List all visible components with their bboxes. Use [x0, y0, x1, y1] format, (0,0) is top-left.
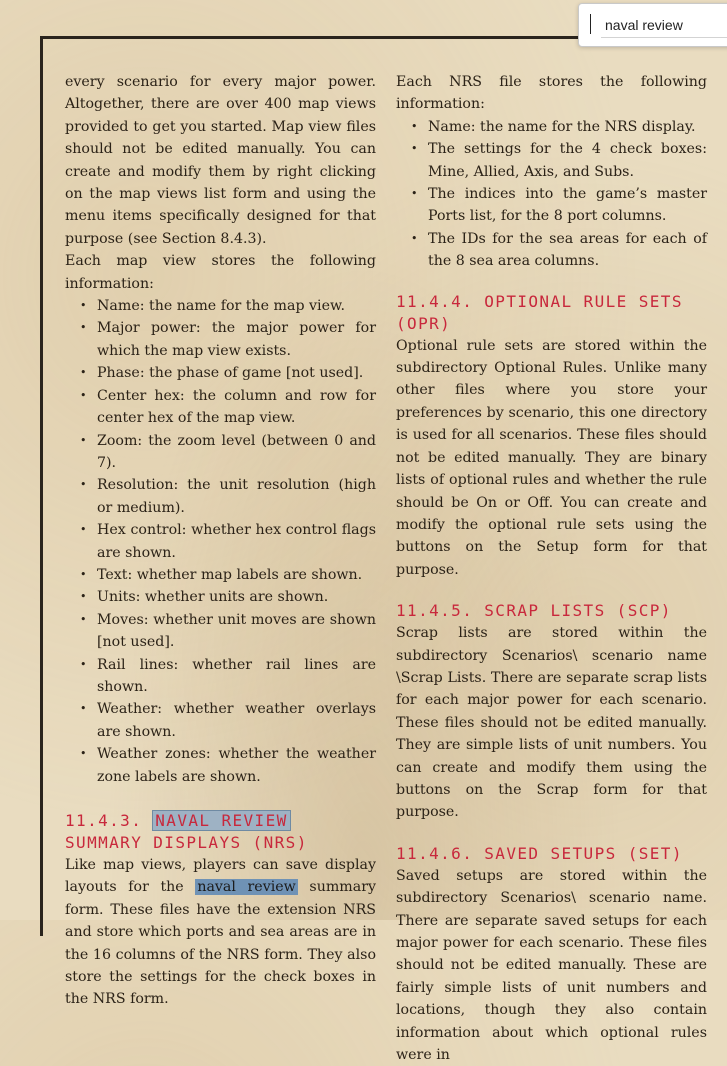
list-item: • Phase: the phase of game [not used].	[65, 362, 376, 384]
scp-paragraph: Scrap lists are stored within the subdirectory Scenarios\ scenario name \Scrap Lists. There are separate scrap lists for each major power for each scenario. These files should not be edited manually. They are simple lists of unit numbers. You can create and modify them using the buttons on the Scrap form for that purpose.	[396, 625, 707, 821]
text-run: Like map views, players can save display layouts for the	[65, 857, 376, 896]
list-item: • Units: whether units are shown.	[65, 586, 376, 608]
section-heading-opr: 11.4.4. OPTIONAL RULE SETS (OPR)	[396, 291, 683, 333]
list-item: • Weather: whether weather overlays are shown.	[65, 698, 376, 743]
search-match-current: naval review	[197, 879, 296, 896]
list-item: • Name: the name for the NRS display.	[396, 116, 707, 138]
opr-paragraph: Optional rule sets are stored within the subdirectory Optional Rules. Unlike many other files where you store your preferences by scenario, this one directory is used for all scenarios. These files should not be edited manually. They are binary lists of optional rules and whether the rule should be On or Off. You can create and modify the optional rule sets using the buttons on the Setup form for that purpose.	[396, 337, 707, 578]
set-paragraph: Saved setups are stored within the subdirectory Scenarios\ scenario name. There are separate saved setups for each major power for each scenario. These files should not be edited manually. These are fairly simple lists of unit numbers and locations, though they also contain information about which optional rules were in	[396, 867, 707, 1064]
map-view-fields-list	[65, 295, 376, 788]
find-in-page-box	[578, 3, 727, 47]
section-heading-set: 11.4.6. SAVED SETUPS (SET)	[396, 843, 683, 863]
map-views-paragraph: every scenario for every major power. Altogether, there are over 400 map views provided to get you started. Map view files should not be edited manually. You can create and modify them by right clicking on the map views list form and using the menu items specifically designed for that purpose (see Section 8.4.3).	[65, 74, 376, 247]
list-item: • Resolution: the unit resolution (high or medium).	[65, 474, 376, 519]
right-column	[396, 71, 707, 1066]
text-cursor	[590, 14, 591, 34]
nrs-paragraph	[65, 854, 376, 1011]
list-item: • Major power: the major power for which the map view exists.	[65, 317, 376, 362]
search-input[interactable]	[601, 12, 727, 38]
list-item: • Weather zones: whether the weather zone labels are shown.	[65, 743, 376, 788]
list-item: • Name: the name for the map view.	[65, 295, 376, 317]
section-heading-nrs	[65, 810, 376, 854]
list-item: • Moves: whether unit moves are shown [not used].	[65, 609, 376, 654]
list-item: • The IDs for the sea areas for each of the 8 sea area columns.	[396, 228, 707, 273]
list-item: • Hex control: whether hex control flags are shown.	[65, 519, 376, 564]
nrs-fields-list	[396, 116, 707, 273]
list-item: • Zoom: the zoom level (between 0 and 7).	[65, 430, 376, 475]
list-item: • Rail lines: whether rail lines are shown.	[65, 654, 376, 699]
section-heading-scp: 11.4.5. SCRAP LISTS (SCP)	[396, 601, 672, 621]
nrs-fields-intro: Each NRS file stores the following information:	[396, 74, 707, 113]
list-item: • The settings for the 4 check boxes: Mine, Allied, Axis, and Subs.	[396, 138, 707, 183]
list-item: • Text: whether map labels are shown.	[65, 564, 376, 586]
heading-number: 11.4.3.	[65, 811, 154, 830]
text-run: summary form. These files have the extension NRS and store which ports and sea areas are in the 16 columns of the NRS form. They also store the settings for the check boxes in the NRS form.	[65, 879, 377, 1008]
heading-rest: SUMMARY DISPLAYS (NRS)	[65, 833, 308, 852]
search-match-highlight: NAVAL REVIEW	[155, 811, 288, 830]
map-views-intro: Each map view stores the following information:	[65, 253, 376, 292]
list-item: • The indices into the game’s master Ports list, for the 8 port columns.	[396, 183, 707, 228]
left-column	[65, 71, 376, 1011]
page-frame-left	[40, 36, 43, 936]
list-item: • Center hex: the column and row for center hex of the map view.	[65, 385, 376, 430]
